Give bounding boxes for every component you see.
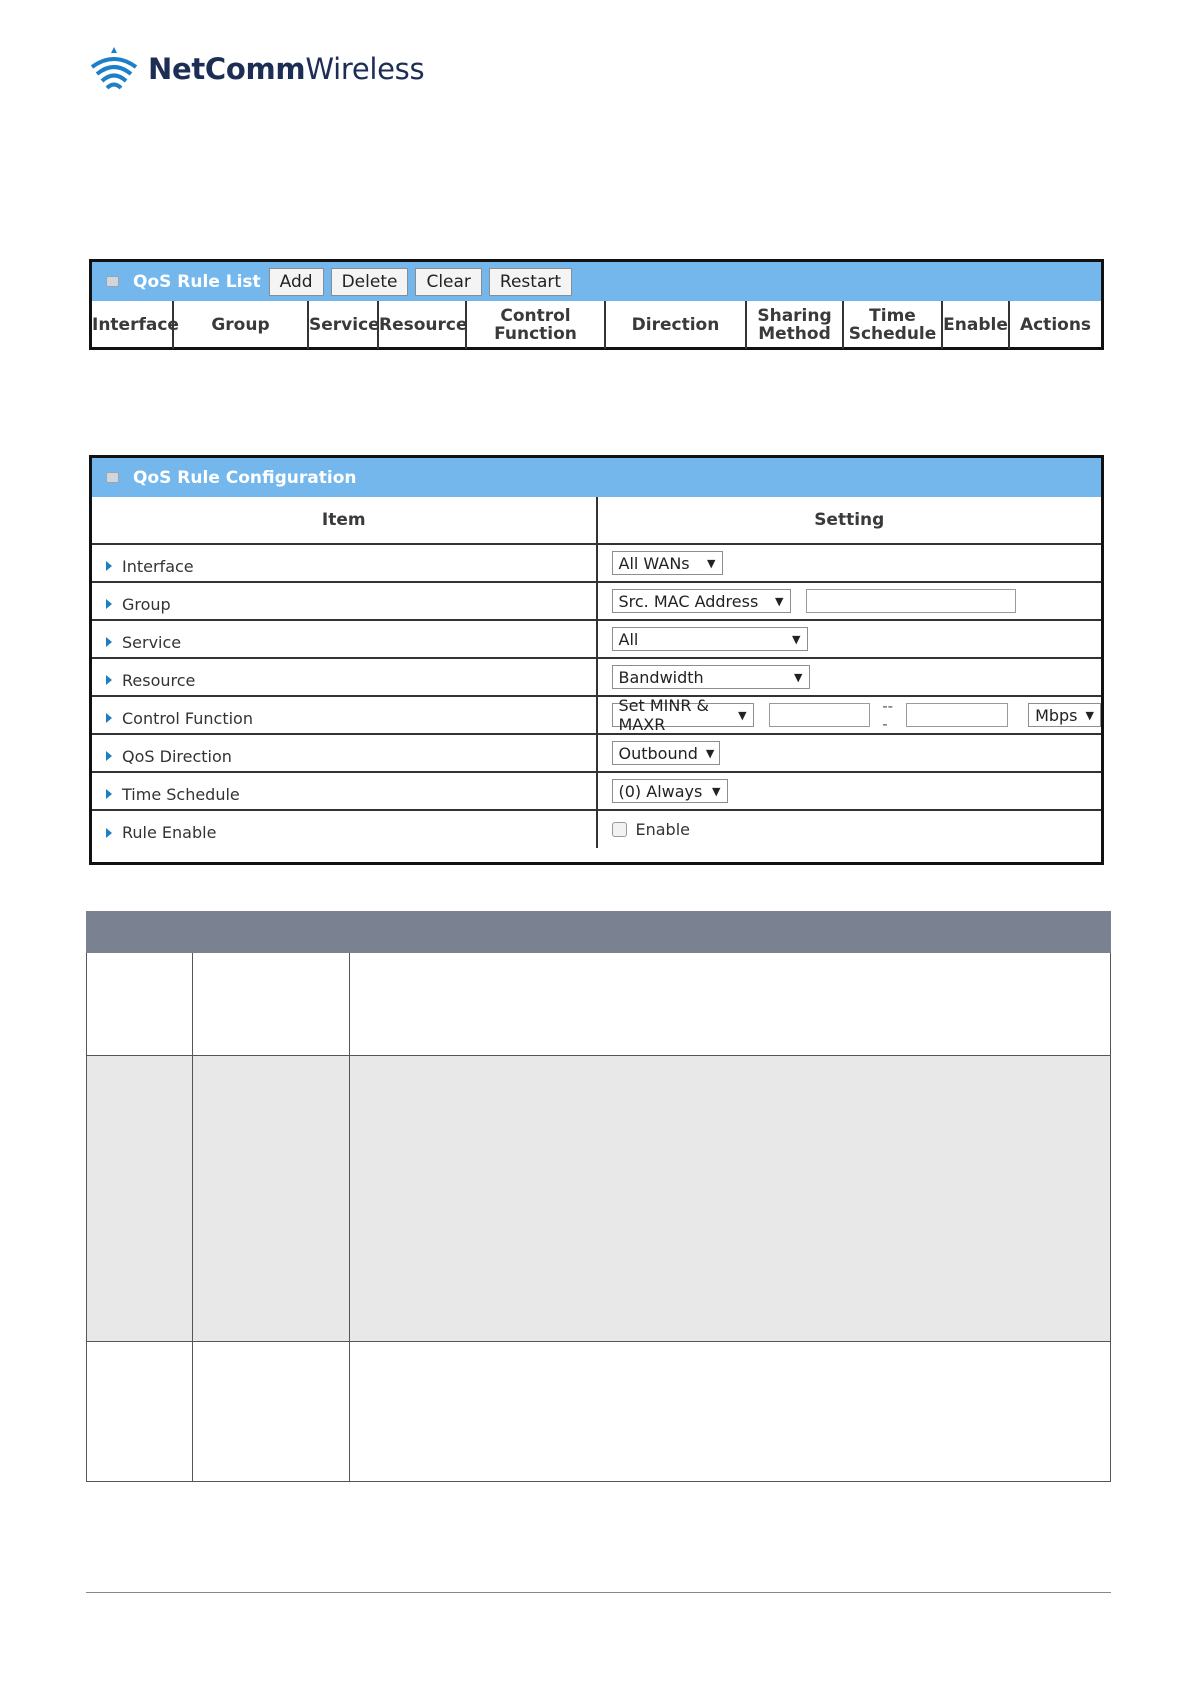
row-qos-direction [92, 734, 1101, 772]
col-actions[interactable]: Actions [1019, 315, 1092, 335]
control-function-select[interactable]: Set MINR & MAXR ▼ [612, 703, 754, 727]
control-function-label: Control Function [122, 708, 253, 728]
qos-rule-config-panel [89, 455, 1104, 865]
add-button[interactable]: Add [269, 268, 324, 296]
row-service [92, 620, 1101, 658]
col-control-function[interactable]: Control Function [466, 301, 605, 349]
row-group [92, 582, 1101, 620]
resource-label: Resource [122, 670, 196, 690]
bullet-arrow-icon [106, 751, 112, 761]
col-time-schedule[interactable]: Time Schedule [843, 301, 942, 349]
row-control-function [92, 696, 1101, 734]
restart-button[interactable]: Restart [489, 268, 572, 296]
rate-unit-select[interactable]: Mbps ▼ [1028, 703, 1101, 727]
col-resource[interactable]: Resource [378, 301, 466, 349]
rule-enable-checkbox-label[interactable]: Enable [635, 820, 690, 839]
col-service[interactable]: Service [308, 301, 378, 349]
clear-button[interactable]: Clear [415, 268, 481, 296]
bullet-arrow-icon [106, 828, 112, 838]
footer-divider [86, 1592, 1111, 1593]
wifi-wave-icon [88, 45, 140, 93]
bullet-arrow-icon [106, 675, 112, 685]
row-interface [92, 544, 1101, 582]
max-rate-input[interactable] [906, 703, 1008, 727]
dropdown-arrow-icon: ▼ [1085, 708, 1094, 722]
group-input[interactable] [806, 589, 1016, 613]
group-label: Group [122, 594, 171, 614]
qos-direction-select[interactable]: Outbound ▼ [612, 741, 720, 765]
qos-rule-list-header [92, 262, 1101, 301]
range-separator: --- [882, 697, 894, 733]
col-interface[interactable]: Interface [92, 301, 173, 349]
qos-rule-config-table [92, 497, 1101, 848]
col-direction[interactable]: Direction [605, 301, 746, 349]
qos-rule-config-title: QoS Rule Configuration [133, 467, 357, 488]
description-row [87, 1342, 1111, 1482]
group-select[interactable]: Src. MAC Address ▼ [612, 589, 791, 613]
qos-rule-config-header [92, 458, 1101, 497]
qos-direction-label: QoS Direction [122, 746, 232, 766]
bullet-arrow-icon [106, 637, 112, 647]
item-header: Item [92, 497, 597, 544]
row-rule-enable [92, 810, 1101, 848]
interface-label: Interface [122, 556, 194, 576]
panel-bullet-icon [106, 472, 119, 483]
setting-header: Setting [597, 497, 1102, 544]
dropdown-arrow-icon: ▼ [712, 784, 721, 798]
qos-rule-list-table [92, 301, 1101, 349]
time-schedule-select[interactable]: (0) Always ▼ [612, 779, 728, 803]
service-label: Service [122, 632, 182, 652]
panel-bullet-icon [106, 276, 119, 287]
qos-rule-list-panel [89, 259, 1104, 350]
bullet-arrow-icon [106, 789, 112, 799]
rule-enable-label: Rule Enable [122, 823, 217, 842]
description-table [86, 911, 1111, 1482]
dropdown-arrow-icon: ▼ [775, 594, 784, 608]
col-enable[interactable]: Enable [942, 301, 1009, 349]
dropdown-arrow-icon: ▼ [707, 556, 716, 570]
brand-name: NetCommWireless [148, 52, 425, 86]
service-select[interactable]: All ▼ [612, 627, 808, 651]
rule-enable-checkbox[interactable] [612, 822, 627, 837]
qos-rule-list-title: QoS Rule List [133, 271, 261, 292]
row-time-schedule [92, 772, 1101, 810]
min-rate-input[interactable] [769, 703, 871, 727]
row-resource [92, 658, 1101, 696]
resource-select[interactable]: Bandwidth ▼ [612, 665, 810, 689]
col-sharing-method[interactable]: Sharing Method [746, 301, 843, 349]
interface-select[interactable]: All WANs ▼ [612, 551, 723, 575]
time-schedule-label: Time Schedule [122, 784, 240, 804]
bullet-arrow-icon [106, 599, 112, 609]
col-group[interactable]: Group [173, 301, 308, 349]
delete-button[interactable]: Delete [331, 268, 409, 296]
description-row [87, 953, 1111, 1056]
dropdown-arrow-icon: ▼ [794, 670, 803, 684]
description-header-row [87, 912, 1111, 953]
bullet-arrow-icon [106, 561, 112, 571]
description-row [87, 1056, 1111, 1342]
dropdown-arrow-icon: ▼ [738, 708, 747, 722]
dropdown-arrow-icon: ▼ [705, 746, 715, 760]
brand-logo [88, 44, 424, 94]
dropdown-arrow-icon: ▼ [792, 632, 801, 646]
bullet-arrow-icon [106, 713, 112, 723]
